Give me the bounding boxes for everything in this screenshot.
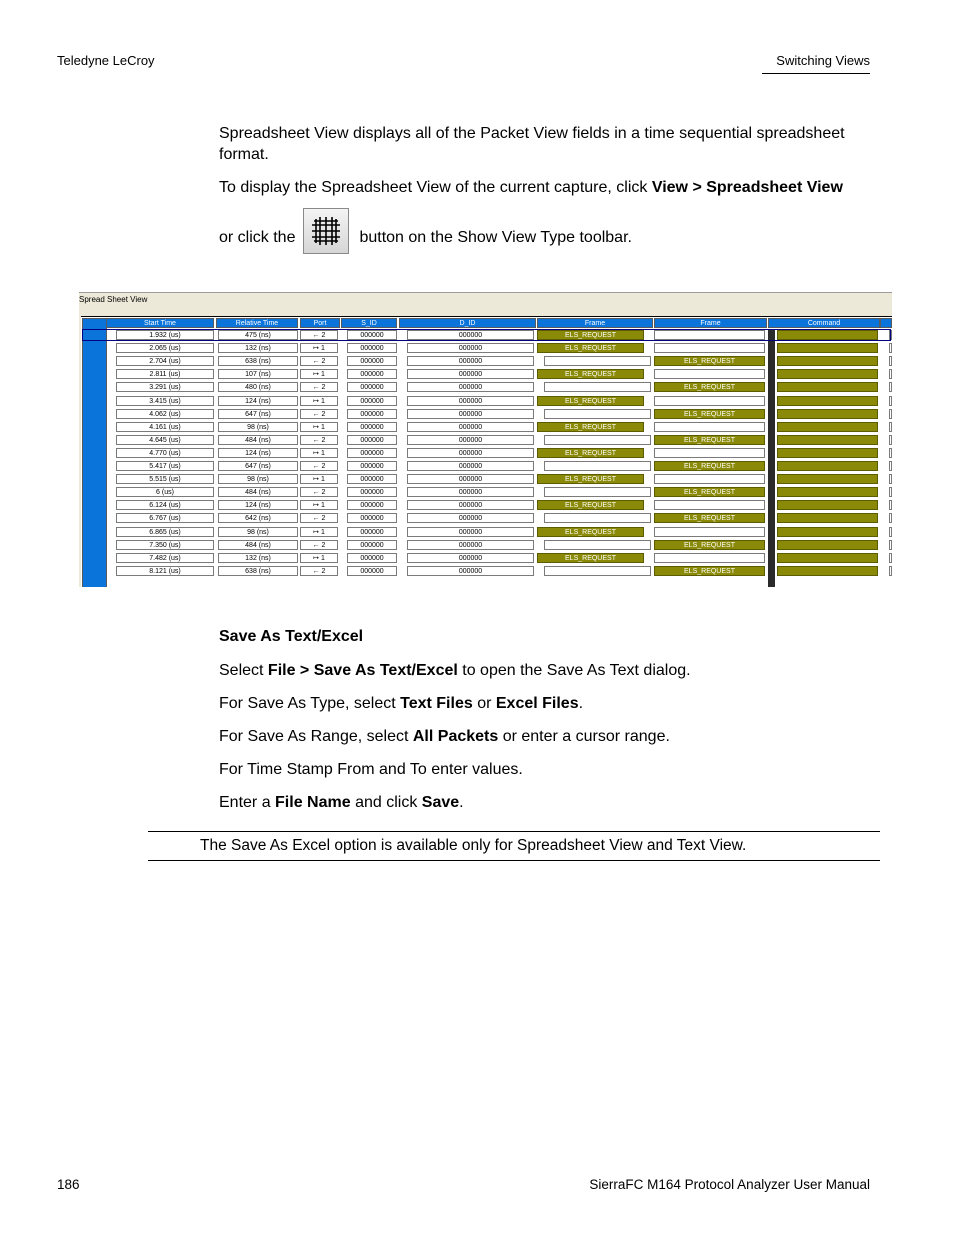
- cell-s-id: 000000: [347, 487, 397, 497]
- text-run: For Time Stamp From and To enter values.: [219, 761, 523, 778]
- cell-frame-left: [544, 566, 651, 576]
- cell-start-time: 7.350 (us): [116, 540, 214, 550]
- cell-d-id: 000000: [407, 513, 534, 523]
- cell-start-time: 3.415 (us): [116, 396, 214, 406]
- section-heading: Save As Text/Excel: [219, 628, 364, 645]
- cell-command: [777, 356, 878, 366]
- cell-start-time: 6.124 (us): [116, 500, 214, 510]
- cell-port: ↦ 1: [300, 396, 338, 406]
- cell-frame-left: ELS_REQUEST: [537, 553, 644, 563]
- cell-port: ↦ 1: [300, 448, 338, 458]
- cell-frame-right: [654, 553, 765, 563]
- col-d-id-header: D_ID: [399, 318, 536, 328]
- cell-relative-time: 484 (ns): [218, 487, 298, 497]
- cell-frame-left: ELS_REQUEST: [537, 330, 644, 340]
- cell-start-time: 4.770 (us): [116, 448, 214, 458]
- cell-command: [777, 396, 878, 406]
- cell-s-id: 000000: [347, 527, 397, 537]
- spreadsheet-view-button[interactable]: [303, 208, 349, 254]
- cell-s-id: 000000: [347, 553, 397, 563]
- cell-frame-left: ELS_REQUEST: [537, 500, 644, 510]
- cell-relative-time: 107 (ns): [218, 369, 298, 379]
- cell-start-time: 2.704 (us): [116, 356, 214, 366]
- cell-relative-time: 124 (ns): [218, 500, 298, 510]
- text-run: Select: [219, 662, 268, 679]
- cell-extra: [889, 500, 892, 510]
- note-text: The Save As Excel option is available only for Spreadsheet View and Text View.: [200, 837, 747, 854]
- step-line: [219, 693, 583, 714]
- cell-frame-right: ELS_REQUEST: [654, 409, 765, 419]
- bold-term: Text Files: [400, 695, 473, 712]
- cell-s-id: 000000: [347, 540, 397, 550]
- cell-relative-time: 98 (ns): [218, 527, 298, 537]
- col-frame-header: Frame: [537, 318, 653, 328]
- cell-start-time: 2.065 (us): [116, 343, 214, 353]
- cell-relative-time: 647 (ns): [218, 461, 298, 471]
- cell-frame-left: ELS_REQUEST: [537, 448, 644, 458]
- cell-frame-right: [654, 500, 765, 510]
- cell-frame-left: [544, 540, 651, 550]
- cell-extra: [889, 553, 892, 563]
- cell-start-time: 6 (us): [116, 487, 214, 497]
- cell-frame-left: ELS_REQUEST: [537, 527, 644, 537]
- cell-port: ↦ 1: [300, 343, 338, 353]
- cell-port: ← 2: [300, 356, 338, 366]
- cell-relative-time: 124 (ns): [218, 396, 298, 406]
- cell-relative-time: 475 (ns): [218, 330, 298, 340]
- cell-frame-right: [654, 448, 765, 458]
- cell-relative-time: 638 (ns): [218, 356, 298, 366]
- cell-extra: [889, 448, 892, 458]
- bold-term: Excel Files: [495, 695, 579, 712]
- cell-extra: [889, 435, 892, 445]
- cell-frame-left: [544, 356, 651, 366]
- cell-d-id: 000000: [407, 566, 534, 576]
- cell-port: ↦ 1: [300, 553, 338, 563]
- cell-port: ← 2: [300, 435, 338, 445]
- cell-start-time: 7.482 (us): [116, 553, 214, 563]
- step-line: [219, 759, 523, 780]
- text-run: or: [472, 695, 496, 712]
- cell-relative-time: 647 (ns): [218, 409, 298, 419]
- intro-instruction: [219, 177, 889, 198]
- cell-extra: [889, 487, 892, 497]
- cell-frame-right: ELS_REQUEST: [654, 382, 765, 392]
- col-relative-time-header: Relative Time: [216, 318, 298, 328]
- cell-start-time: 5.515 (us): [116, 474, 214, 484]
- page-number: 186: [57, 1177, 80, 1192]
- cell-frame-left: ELS_REQUEST: [537, 474, 644, 484]
- menu-path: View > Spreadsheet View: [651, 179, 843, 196]
- cell-s-id: 000000: [347, 500, 397, 510]
- column-separator: [768, 330, 775, 587]
- cell-port: ← 2: [300, 409, 338, 419]
- cell-frame-right: ELS_REQUEST: [654, 461, 765, 471]
- cell-frame-right: ELS_REQUEST: [654, 540, 765, 550]
- cell-port: ← 2: [300, 566, 338, 576]
- cell-s-id: 000000: [347, 343, 397, 353]
- cell-start-time: 4.062 (us): [116, 409, 214, 419]
- note-rule-bottom: [148, 860, 880, 861]
- cell-extra: [889, 540, 892, 550]
- cell-command: [777, 500, 878, 510]
- grid-icon: [311, 216, 341, 246]
- footer-title: SierraFC M164 Protocol Analyzer User Manual: [589, 1177, 870, 1192]
- cell-d-id: 000000: [407, 461, 534, 471]
- text-run: .: [578, 695, 584, 712]
- cell-command: [777, 369, 878, 379]
- cell-command: [777, 382, 878, 392]
- cell-s-id: 000000: [347, 330, 397, 340]
- cell-extra: [889, 513, 892, 523]
- cell-d-id: 000000: [407, 474, 534, 484]
- cell-frame-right: ELS_REQUEST: [654, 435, 765, 445]
- cell-d-id: 000000: [407, 382, 534, 392]
- col-s-id-header: S_ID: [341, 318, 397, 328]
- cell-start-time: 4.161 (us): [116, 422, 214, 432]
- cell-frame-left: ELS_REQUEST: [537, 343, 644, 353]
- cell-start-time: 3.291 (us): [116, 382, 214, 392]
- cell-frame-right: [654, 343, 765, 353]
- cell-start-time: 1.932 (us): [116, 330, 214, 340]
- cell-relative-time: 98 (ns): [218, 422, 298, 432]
- note-rule-top: [148, 831, 880, 832]
- col-command-header: Command: [768, 318, 880, 328]
- cell-frame-right: [654, 422, 765, 432]
- cell-port: ↦ 1: [300, 527, 338, 537]
- cell-s-id: 000000: [347, 382, 397, 392]
- instruction-text: To display the Spreadsheet View of the current capture, click: [219, 179, 652, 196]
- bold-term: All Packets: [412, 728, 499, 745]
- spreadsheet-screenshot: [79, 292, 892, 587]
- step-line: [219, 660, 691, 681]
- cell-d-id: 000000: [407, 487, 534, 497]
- cell-s-id: 000000: [347, 474, 397, 484]
- cell-start-time: 4.645 (us): [116, 435, 214, 445]
- cell-relative-time: 642 (ns): [218, 513, 298, 523]
- cell-frame-left: ELS_REQUEST: [537, 396, 644, 406]
- cell-s-id: 000000: [347, 513, 397, 523]
- cell-command: [777, 448, 878, 458]
- cell-s-id: 000000: [347, 409, 397, 419]
- cell-d-id: 000000: [407, 330, 534, 340]
- text-run: For Save As Type, select: [219, 695, 401, 712]
- cell-port: ↦ 1: [300, 474, 338, 484]
- cell-relative-time: 484 (ns): [218, 435, 298, 445]
- bold-term: File Name: [275, 794, 351, 811]
- cell-d-id: 000000: [407, 409, 534, 419]
- cell-s-id: 000000: [347, 448, 397, 458]
- cell-d-id: 000000: [407, 527, 534, 537]
- cell-extra: [889, 566, 892, 576]
- spreadsheet-grid: [81, 316, 892, 587]
- cell-command: [777, 513, 878, 523]
- cell-command: [777, 409, 878, 419]
- cell-port: ↦ 1: [300, 500, 338, 510]
- cell-port: ← 2: [300, 382, 338, 392]
- text-run: .: [459, 794, 464, 811]
- cell-start-time: 6.865 (us): [116, 527, 214, 537]
- cell-start-time: 8.121 (us): [116, 566, 214, 576]
- text-run: For Save As Range, select: [219, 728, 413, 745]
- cell-s-id: 000000: [347, 435, 397, 445]
- cell-frame-right: ELS_REQUEST: [654, 356, 765, 366]
- cell-port: ← 2: [300, 540, 338, 550]
- cell-s-id: 000000: [347, 396, 397, 406]
- cell-d-id: 000000: [407, 500, 534, 510]
- cell-start-time: 5.417 (us): [116, 461, 214, 471]
- cell-command: [777, 474, 878, 484]
- bold-term: File > Save As Text/Excel: [267, 662, 458, 679]
- step-line: [219, 792, 464, 813]
- cell-extra: [889, 422, 892, 432]
- instruction-text: or click the: [219, 228, 296, 246]
- cell-frame-left: [544, 487, 651, 497]
- cell-extra: [889, 343, 892, 353]
- intro-paragraph: Spreadsheet View displays all of the Packet View fields in a time sequential spreadsheet format.: [219, 125, 845, 163]
- cell-frame-right: [654, 396, 765, 406]
- cell-command: [777, 422, 878, 432]
- text-run: to open the Save As Text dialog.: [457, 662, 691, 679]
- cell-port: ← 2: [300, 461, 338, 471]
- cell-command: [777, 527, 878, 537]
- cell-frame-right: ELS_REQUEST: [654, 513, 765, 523]
- col-port-header: Port: [300, 318, 340, 328]
- cell-d-id: 000000: [407, 553, 534, 563]
- row-gutter: [82, 318, 107, 587]
- cell-d-id: 000000: [407, 422, 534, 432]
- cell-d-id: 000000: [407, 448, 534, 458]
- cell-relative-time: 480 (ns): [218, 382, 298, 392]
- cell-d-id: 000000: [407, 343, 534, 353]
- cell-relative-time: 638 (ns): [218, 566, 298, 576]
- cell-relative-time: 124 (ns): [218, 448, 298, 458]
- cell-extra: [889, 356, 892, 366]
- header-left: Teledyne LeCroy: [57, 53, 155, 68]
- cell-d-id: 000000: [407, 435, 534, 445]
- cell-frame-left: [544, 435, 651, 445]
- cell-d-id: 000000: [407, 396, 534, 406]
- cell-frame-left: ELS_REQUEST: [537, 369, 644, 379]
- cell-extra: [889, 461, 892, 471]
- cell-frame-right: ELS_REQUEST: [654, 566, 765, 576]
- cell-frame-left: [544, 461, 651, 471]
- text-run: or enter a cursor range.: [498, 728, 670, 745]
- cell-frame-right: [654, 369, 765, 379]
- cell-extra: [889, 527, 892, 537]
- selected-row-outline: [82, 329, 891, 341]
- col-extra-header: [880, 318, 892, 328]
- col-frame-header: Frame: [654, 318, 767, 328]
- header-rule: [762, 73, 870, 74]
- bold-term: Save: [421, 794, 460, 811]
- cell-relative-time: 132 (ns): [218, 343, 298, 353]
- cell-d-id: 000000: [407, 356, 534, 366]
- cell-relative-time: 132 (ns): [218, 553, 298, 563]
- cell-frame-right: ELS_REQUEST: [654, 487, 765, 497]
- cell-command: [777, 487, 878, 497]
- cell-command: [777, 553, 878, 563]
- cell-extra: [889, 474, 892, 484]
- cell-frame-left: [544, 409, 651, 419]
- cell-extra: [889, 382, 892, 392]
- cell-s-id: 000000: [347, 356, 397, 366]
- cell-s-id: 000000: [347, 566, 397, 576]
- cell-d-id: 000000: [407, 540, 534, 550]
- screenshot-title: Spread Sheet View: [79, 295, 148, 304]
- text-run: Enter a: [219, 794, 276, 811]
- text-run: and click: [350, 794, 422, 811]
- toolbar-instruction: [219, 225, 889, 249]
- cell-port: ↦ 1: [300, 369, 338, 379]
- cell-port: ↦ 1: [300, 422, 338, 432]
- cell-extra: [889, 396, 892, 406]
- cell-start-time: 2.811 (us): [116, 369, 214, 379]
- col-start-time-header: Start Time: [106, 318, 214, 328]
- cell-start-time: 6.767 (us): [116, 513, 214, 523]
- cell-command: [777, 343, 878, 353]
- cell-relative-time: 98 (ns): [218, 474, 298, 484]
- instruction-text: button on the Show View Type toolbar.: [359, 228, 632, 246]
- cell-s-id: 000000: [347, 461, 397, 471]
- cell-command: [777, 566, 878, 576]
- cell-d-id: 000000: [407, 369, 534, 379]
- cell-extra: [889, 409, 892, 419]
- cell-s-id: 000000: [347, 422, 397, 432]
- cell-command: [777, 435, 878, 445]
- step-line: [219, 726, 670, 747]
- cell-frame-right: [654, 527, 765, 537]
- cell-port: ← 2: [300, 513, 338, 523]
- header-right: Switching Views: [776, 53, 870, 68]
- cell-port: ← 2: [300, 330, 338, 340]
- cell-s-id: 000000: [347, 369, 397, 379]
- cell-command: [777, 461, 878, 471]
- cell-frame-left: [544, 513, 651, 523]
- cell-frame-right: [654, 474, 765, 484]
- cell-command: [777, 540, 878, 550]
- cell-port: ← 2: [300, 487, 338, 497]
- cell-frame-left: ELS_REQUEST: [537, 422, 644, 432]
- cell-relative-time: 484 (ns): [218, 540, 298, 550]
- cell-frame-left: [544, 382, 651, 392]
- cell-extra: [889, 369, 892, 379]
